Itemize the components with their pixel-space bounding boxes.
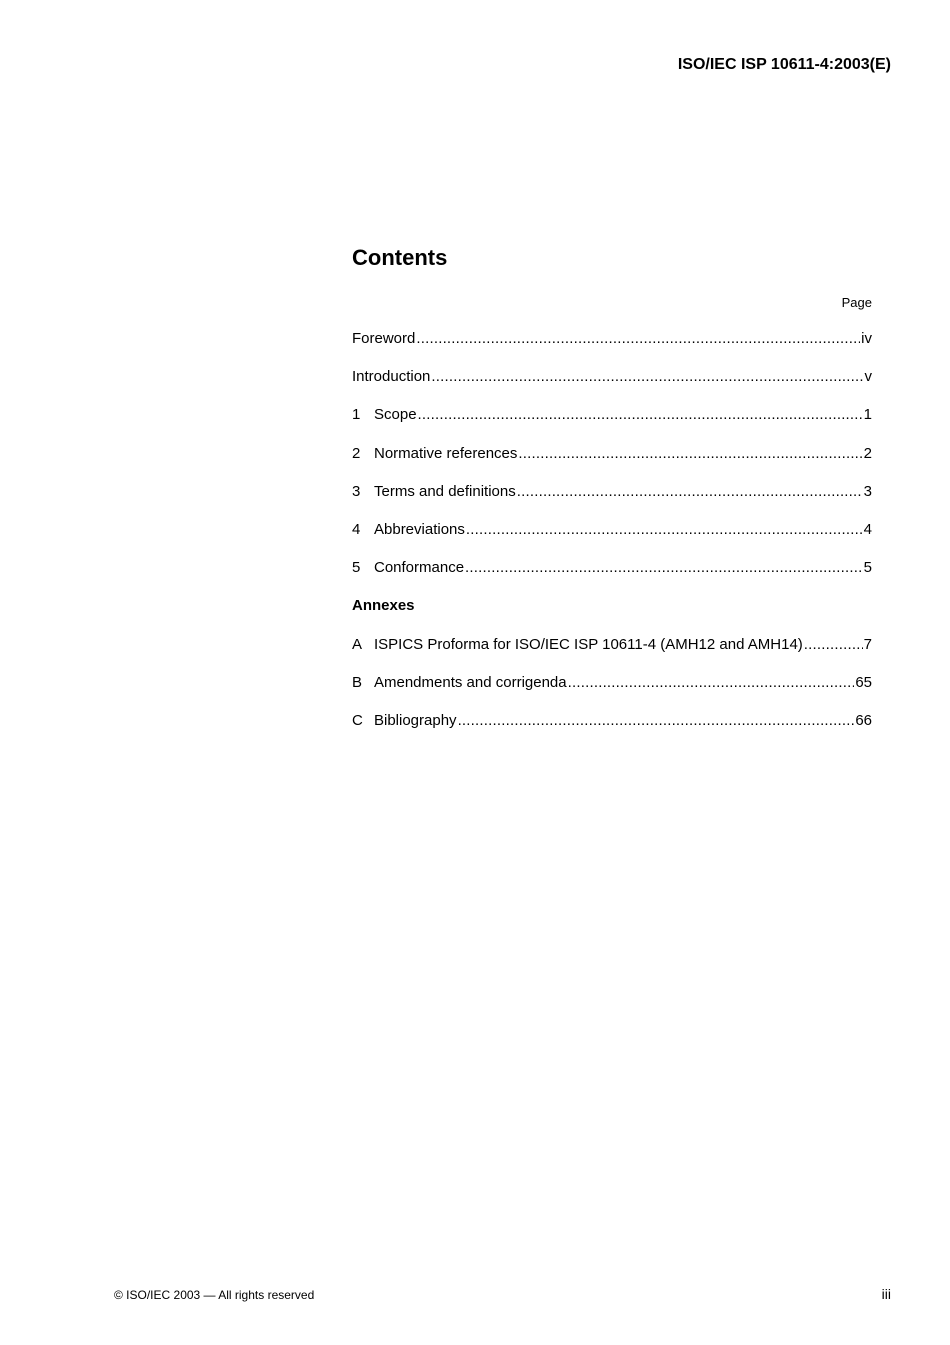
dot-leader — [518, 445, 862, 462]
toc-entry-page: 2 — [863, 444, 872, 462]
toc-entry-label: Conformance — [374, 559, 465, 577]
toc-entry-label: Amendments and corrigenda — [374, 673, 567, 691]
dot-leader — [517, 483, 863, 500]
contents-title: Contents — [352, 245, 448, 270]
copyright-footer: © ISO/IEC 2003 — All rights reserved — [114, 1288, 315, 1302]
toc-entry-abbreviations[interactable] — [352, 521, 872, 559]
toc-entry-page: 1 — [863, 406, 872, 424]
toc-entry-foreword[interactable] — [352, 330, 872, 368]
toc-entry-terms-and-definitions[interactable] — [352, 483, 872, 521]
toc-entry-label: Scope — [374, 406, 417, 424]
dot-leader — [804, 636, 863, 653]
toc-entry-label: Foreword — [352, 330, 416, 347]
toc-entry-page: v — [864, 368, 872, 386]
toc-entry-number: B — [352, 673, 363, 691]
toc-entry-label: ISPICS Proforma for ISO/IEC ISP 10611-4 (AMH12 and AMH14) — [374, 635, 803, 653]
toc-entry-page: 5 — [863, 559, 872, 577]
toc-entry-page: 7 — [863, 635, 872, 653]
toc-entry-number: 3 — [352, 482, 361, 500]
toc-entry-number: A — [352, 635, 363, 653]
dot-leader — [458, 712, 855, 729]
toc-entry-number: 2 — [352, 444, 361, 462]
toc-entry-label: Abbreviations — [374, 520, 465, 538]
toc-entry-number: 5 — [352, 559, 361, 577]
toc-entry-page: iv — [861, 330, 872, 347]
toc-entry-annex-a[interactable] — [352, 636, 872, 674]
toc-entry-annex-b[interactable] — [352, 674, 872, 712]
toc-entry-page: 3 — [863, 482, 872, 500]
toc-entry-scope[interactable] — [352, 406, 872, 444]
dot-leader — [568, 674, 855, 691]
toc-entry-normative-references[interactable] — [352, 445, 872, 483]
dot-leader — [416, 330, 860, 347]
toc-entry-label: Normative references — [374, 444, 518, 462]
toc-entry-annex-c[interactable] — [352, 712, 872, 750]
annexes-heading-row — [352, 597, 872, 635]
dot-leader — [465, 559, 863, 576]
document-id-header: ISO/IEC ISP 10611-4:2003(E) — [677, 56, 891, 73]
toc-entry-page: 4 — [863, 520, 872, 538]
dot-leader — [466, 521, 863, 538]
annexes-heading: Annexes — [352, 597, 415, 615]
dot-leader — [431, 368, 863, 385]
toc-entry-page: 66 — [855, 711, 872, 729]
dot-leader — [418, 406, 863, 423]
toc-entry-number: 1 — [352, 406, 361, 424]
toc-entry-label: Bibliography — [374, 711, 457, 729]
page-number-footer: iii — [881, 1286, 891, 1302]
table-of-contents — [352, 330, 872, 750]
toc-entry-label: Terms and definitions — [374, 482, 516, 500]
toc-entry-label: Introduction — [352, 368, 431, 386]
page-column-label: Page — [841, 295, 872, 310]
toc-entry-introduction[interactable] — [352, 368, 872, 406]
toc-entry-page: 65 — [855, 673, 872, 691]
toc-entry-conformance[interactable] — [352, 559, 872, 597]
toc-entry-number: 4 — [352, 520, 361, 538]
toc-entry-number: C — [352, 711, 363, 729]
